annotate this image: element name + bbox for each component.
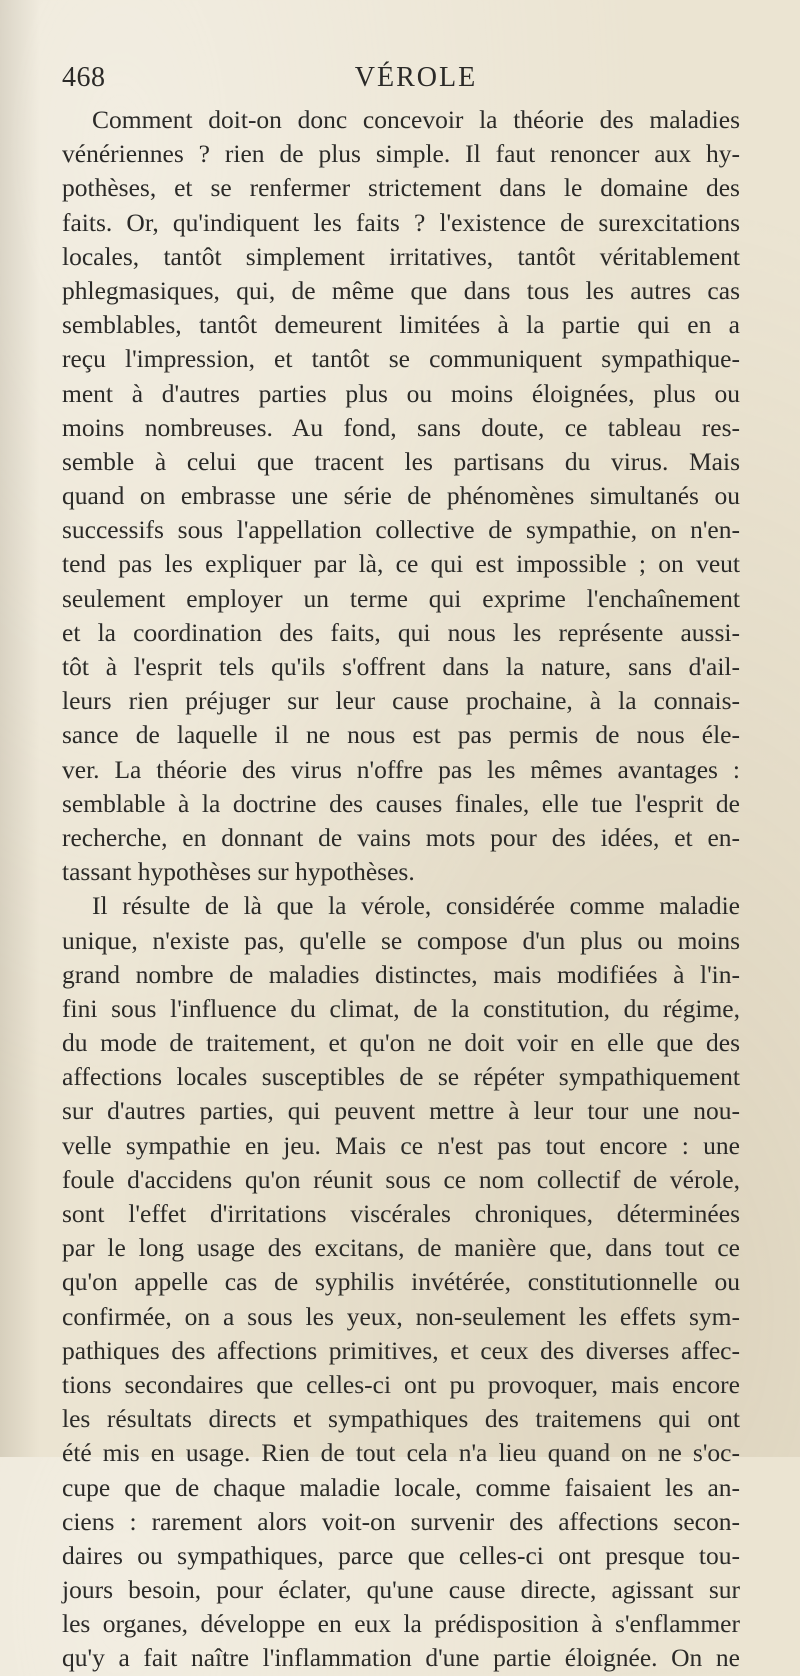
text-line: confirmée, on a sous les yeux, non-seulement les effets sym-	[62, 1301, 740, 1331]
text-line: locales, tantôt simplement irritatives, tantôt véritablement	[62, 241, 740, 271]
text-line: du mode de traitement, et qu'on ne doit voir en elle que des	[62, 1028, 740, 1058]
text-line: seulement employer un terme qui exprime l'enchaînement	[62, 583, 740, 613]
text-line: ver. La théorie des virus n'offre pas les mêmes avantages :	[62, 754, 740, 784]
text-line: été mis en usage. Rien de tout cela n'a lieu quand on ne s'oc-	[62, 1438, 740, 1468]
text-line: successifs sous l'appellation collective de sympathie, on n'en-	[62, 515, 740, 545]
text-line: daires ou sympathiques, parce que celles-ci ont presque tou-	[62, 1540, 740, 1570]
text-line: pothèses, et se renfermer strictement dans le domaine des	[62, 173, 740, 203]
text-line: jours besoin, pour éclater, qu'une cause directe, agissant sur	[62, 1575, 740, 1605]
text-line: pathiques des affections primitives, et ceux des diverses affec-	[62, 1335, 740, 1365]
text-line: cupe que de chaque maladie locale, comme faisaient les an-	[62, 1472, 740, 1502]
text-line: vénériennes ? rien de plus simple. Il faut renoncer aux hy-	[62, 139, 740, 169]
text-line: leurs rien préjuger sur leur cause prochaine, à la connais-	[62, 686, 740, 716]
page-number: 468	[62, 62, 106, 93]
text-line: fini sous l'influence du climat, de la constitution, du régime,	[62, 993, 740, 1023]
text-line: unique, n'existe pas, qu'elle se compose d'un plus ou moins	[62, 925, 740, 955]
text-line: semblables, tantôt demeurent limitées à la partie qui en a	[62, 310, 740, 340]
text-line: ciens : rarement alors voit-on survenir des affections secon-	[62, 1506, 740, 1536]
page-edge-shadow	[0, 0, 40, 1457]
page-header	[62, 62, 740, 102]
text-line: qu'y a fait naître l'inflammation d'une partie éloignée. On ne	[62, 1643, 740, 1673]
running-head: VÉROLE	[354, 62, 478, 93]
text-line: foule d'accidens qu'on réunit sous ce nom collectif de vérole,	[62, 1164, 740, 1194]
text-line: velle sympathie en jeu. Mais ce n'est pas tout encore : une	[62, 1130, 740, 1160]
text-line: grand nombre de maladies distinctes, mais modifiées à l'in-	[62, 959, 740, 989]
text-line: tôt à l'esprit tels qu'ils s'offrent dans la nature, sans d'ail-	[62, 652, 740, 681]
text-line: tions secondaires que celles-ci ont pu provoquer, mais encore	[62, 1369, 740, 1399]
text-line: les résultats directs et sympathiques des traitemens qui ont	[62, 1404, 740, 1434]
text-line: semble à celui que tracent les partisans du virus. Mais	[62, 446, 740, 476]
text-line: qu'on appelle cas de syphilis invétérée, constitutionnelle ou	[62, 1267, 740, 1297]
text-line: semblable à la doctrine des causes finales, elle tue l'esprit de	[62, 788, 740, 818]
text-line: ment à d'autres parties plus ou moins éloignées, plus ou	[62, 378, 740, 408]
paragraph-end-line: tassant hypothèses sur hypothèses.	[62, 857, 415, 887]
text-line: Comment doit-on donc concevoir la théorie des maladies	[92, 105, 740, 134]
text-line: Il résulte de là que la vérole, considérée comme maladie	[92, 891, 740, 921]
text-line: sur d'autres parties, qui peuvent mettre à leur tour une nou-	[62, 1096, 740, 1126]
text-line: recherche, en donnant de vains mots pour des idées, et en-	[62, 822, 740, 852]
text-line: faits. Or, qu'indiquent les faits ? l'existence de surexcitations	[62, 207, 740, 237]
text-line: tend pas les expliquer par là, ce qui est impossible ; on veut	[62, 549, 740, 579]
text-line: phlegmasiques, qui, de même que dans tous les autres cas	[62, 275, 740, 305]
text-line: sance de laquelle il ne nous est pas permis de nous éle-	[62, 720, 740, 750]
text-line: et la coordination des faits, qui nous les représente aussi-	[62, 617, 740, 647]
text-line: moins nombreuses. Au fond, sans doute, ce tableau res-	[62, 412, 740, 442]
text-line: par le long usage des excitans, de manière que, dans tout ce	[62, 1233, 740, 1263]
text-line: reçu l'impression, et tantôt se communiquent sympathique-	[62, 344, 740, 374]
text-line: affections locales susceptibles de se répéter sympathiquement	[62, 1062, 740, 1092]
body-text	[62, 103, 740, 1676]
text-line: quand on embrasse une série de phénomènes simultanés ou	[62, 481, 740, 511]
text-line: les organes, développe en eux la prédisposition à s'enflammer	[62, 1609, 740, 1639]
text-line: sont l'effet d'irritations viscérales chroniques, déterminées	[62, 1199, 740, 1228]
